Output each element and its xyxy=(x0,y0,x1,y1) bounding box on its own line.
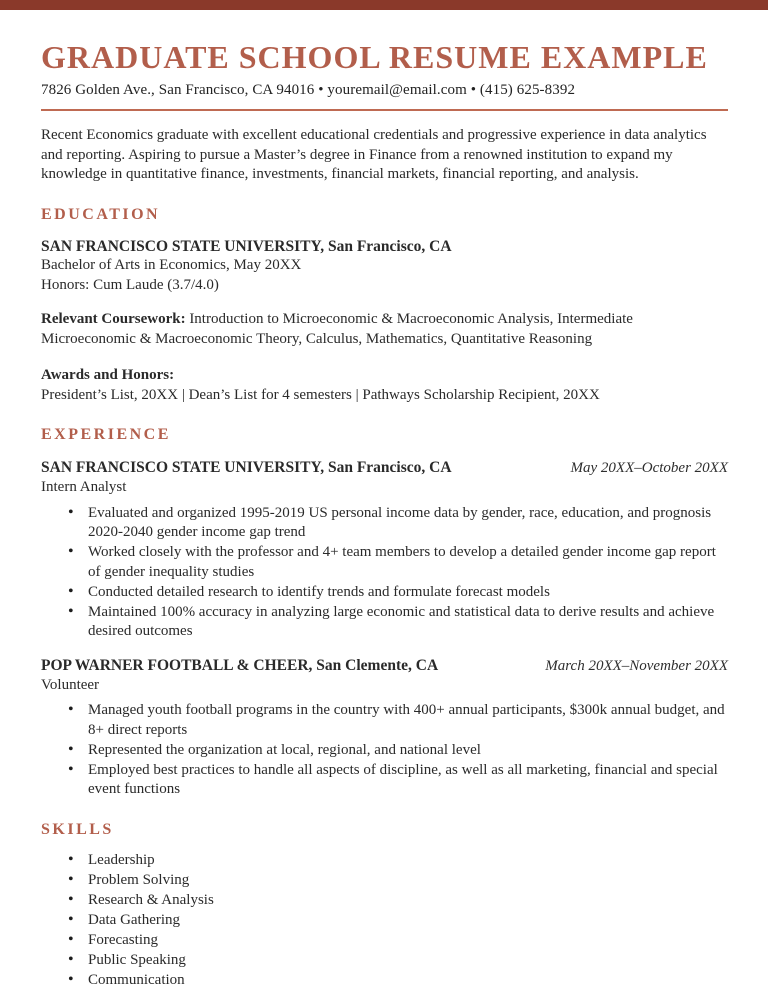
section-heading-skills: SKILLS xyxy=(41,820,114,838)
awards-text: President’s List, 20XX | Dean’s List for 4 semesters | Pathways Scholarship Recipient, 20XX xyxy=(41,386,600,403)
coursework-label: Relevant Coursework: xyxy=(41,311,186,328)
experience-bullet: • Evaluated and organized 1995-2019 US personal income data by gender, race, education, and prognosis 2020-2040 gender income gap trend xyxy=(68,504,728,543)
job-bullet-list xyxy=(41,504,728,642)
summary-paragraph: Recent Economics graduate with excellent educational credentials and progressive experience in data analytics and reporting. Aspiring to pursue a Master’s degree in Finance from a renowned institution to expand my knowledge in quantitative finance, investments, financial markets, financial reporting, and analysis. xyxy=(41,127,707,183)
awards-label: Awards and Honors: xyxy=(41,367,175,384)
job-dates: March 20XX–November 20XX xyxy=(545,657,728,674)
experience-bullet: • Represented the organization at local, regional, and national level xyxy=(68,741,728,761)
skills-list xyxy=(41,851,728,991)
coursework-paragraph xyxy=(41,310,728,349)
experience-bullet: • Worked closely with the professor and 4+ team members to develop a detailed gender income gap report of gender inequality studies xyxy=(68,543,728,582)
header-divider xyxy=(41,109,728,111)
job-header xyxy=(41,459,728,477)
skill-item: • Public Speaking xyxy=(68,951,728,971)
skill-item: • Leadership xyxy=(68,851,728,871)
page-title: GRADUATE SCHOOL RESUME EXAMPLE xyxy=(41,39,708,75)
job-role: Volunteer xyxy=(41,676,100,693)
job-header xyxy=(41,657,728,675)
skill-item: • Data Gathering xyxy=(68,911,728,931)
education-degree-line: Bachelor of Arts in Economics, May 20XX xyxy=(41,257,302,274)
awards-block xyxy=(41,366,728,405)
contact-line: 7826 Golden Ave., San Francisco, CA 94016 • youremail@email.com • (415) 625-8392 xyxy=(41,82,576,99)
job-dates: May 20XX–October 20XX xyxy=(570,460,728,477)
education-school-line: SAN FRANCISCO STATE UNIVERSITY, San Francisco, CA xyxy=(41,237,452,255)
resume-content xyxy=(0,10,768,990)
skill-item: • Problem Solving xyxy=(68,871,728,891)
education-honors-line: Honors: Cum Laude (3.7/4.0) xyxy=(41,276,219,293)
section-heading-education: EDUCATION xyxy=(41,205,161,223)
skill-item: • Communication xyxy=(68,971,728,991)
top-accent-bar xyxy=(0,0,768,10)
experience-bullet: • Employed best practices to handle all aspects of discipline, as well as all marketing, financial and special event functions xyxy=(68,761,728,800)
skill-item: • Research & Analysis xyxy=(68,891,728,911)
experience-job-2 xyxy=(41,657,728,800)
skill-item: • Forecasting xyxy=(68,931,728,951)
job-employer: SAN FRANCISCO STATE UNIVERSITY, San Francisco, CA xyxy=(41,459,452,477)
experience-job-1 xyxy=(41,459,728,642)
experience-bullet: • Conducted detailed research to identify trends and formulate forecast models xyxy=(68,583,728,603)
job-role: Intern Analyst xyxy=(41,479,127,496)
experience-bullet: • Maintained 100% accuracy in analyzing large economic and statistical data to derive results and achieve desired outcomes xyxy=(68,603,728,642)
coursework-text: Introduction to Microeconomic & Macroeconomic Analysis, Intermediate Microeconomic & Macroeconomic Theory, Calculus, Mathematics, Quantitative Reasoning xyxy=(41,311,633,347)
experience-bullet: • Managed youth football programs in the country with 400+ annual participants, $300k annual budget, and 8+ direct reports xyxy=(68,701,728,740)
job-employer: POP WARNER FOOTBALL & CHEER, San Clemente, CA xyxy=(41,656,439,674)
section-heading-experience: EXPERIENCE xyxy=(41,426,171,444)
education-school-block xyxy=(41,237,728,296)
job-bullet-list xyxy=(41,701,728,800)
